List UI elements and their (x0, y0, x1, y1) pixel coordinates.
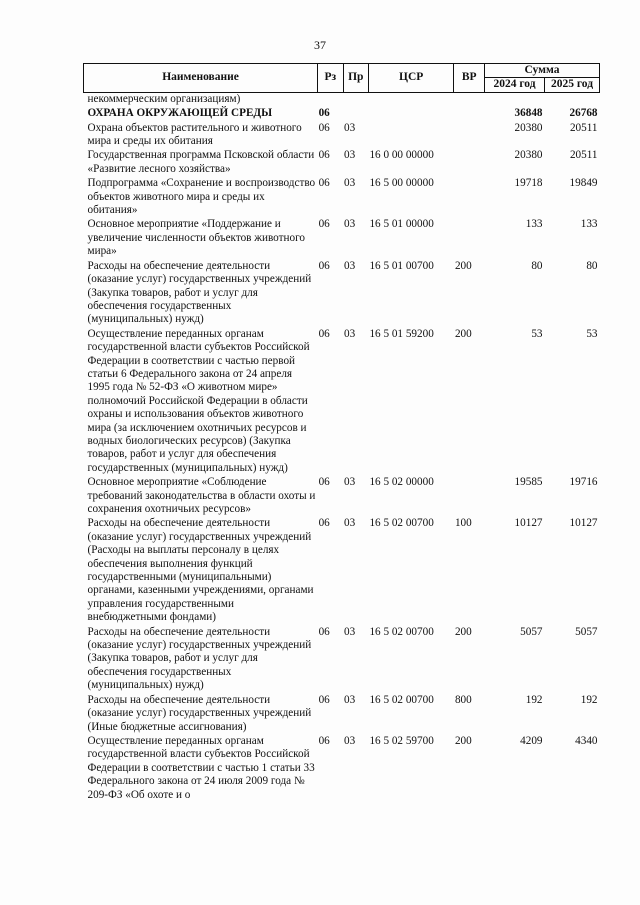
row-pr: 03 (344, 517, 356, 530)
row-vr: 100 (454, 517, 472, 530)
row-pr (343, 106, 368, 120)
row-sum-2025: 19716 (569, 476, 598, 489)
row-name: Осуществление переданных органам государственной власти субъектов Российской Федерации в соответствии с частью первой статьи 6 Федерального закона от 24 апреля 1995 года № 52-ФЗ «О животном мире» полномочий Российской Федерации в области охраны и использования объектов животного мира (за исключением охотничьих ресурсов и водных биологических ресурсов) (Закупка товаров, работ и услуг для обеспечения государственных (муниципальных) нужд) (87, 327, 310, 474)
header-pr: Пр (343, 64, 368, 93)
row-sum-2025: 80 (586, 259, 598, 272)
row-vr (454, 475, 485, 516)
table-row (84, 106, 600, 120)
row-sum-2025: 20511 (569, 149, 598, 162)
row-csr: 16 5 02 00700 (369, 625, 434, 638)
table-header (84, 64, 600, 93)
header-sum: Сумма (484, 64, 599, 78)
header-rz: Рз (318, 64, 343, 93)
row-rz: 06 (318, 149, 330, 162)
row-sum-2024: 36848 (514, 107, 543, 120)
row-pr: 03 (344, 259, 356, 272)
row-sum-2024: 53 (531, 327, 543, 340)
table-row (84, 148, 600, 176)
row-rz (318, 92, 343, 106)
row-name: ОХРАНА ОКРУЖАЮЩЕЙ СРЕДЫ (87, 107, 273, 120)
table-row (84, 92, 600, 106)
row-vr (454, 176, 485, 217)
row-sum-2025: 133 (580, 218, 598, 231)
row-sum-2024: 10127 (514, 517, 543, 530)
row-sum-2025: 5057 (575, 625, 598, 638)
row-csr: 16 5 02 00700 (369, 693, 434, 706)
row-rz: 06 (318, 693, 330, 706)
row-rz: 06 (318, 327, 330, 340)
row-sum-2024: 80 (531, 259, 543, 272)
row-name: Расходы на обеспечение деятельности (оказание услуг) государственных учреждений (Расходы на выплаты персоналу в целях обеспечения выполнения функций государственными (муниципальными) органами, казенными учреждениями, органами управления государственными внебюджетными фондами) (87, 517, 314, 624)
table-row (84, 734, 600, 802)
row-sum-2025: 26768 (569, 107, 598, 120)
row-rz: 06 (318, 476, 330, 489)
row-sum-2025: 19849 (569, 177, 598, 190)
table-row (84, 121, 600, 149)
table-row (84, 693, 600, 734)
row-pr: 03 (344, 476, 356, 489)
row-pr: 03 (344, 327, 356, 340)
row-pr: 03 (344, 218, 356, 231)
row-vr: 200 (454, 625, 472, 638)
row-sum-2025: 53 (586, 327, 598, 340)
row-name: Расходы на обеспечение деятельности (оказание услуг) государственных учреждений (Иные бюджетные ассигнования) (87, 693, 312, 733)
row-name: Подпрограмма «Сохранение и воспроизводство объектов животного мира и среды их обитания» (87, 177, 316, 217)
table-row (84, 176, 600, 217)
row-csr: 16 5 01 59200 (369, 327, 434, 340)
row-name: Основное мероприятие «Поддержание и увеличение численности объектов животного мира» (87, 218, 305, 258)
row-name: некоммерческим организациям) (87, 92, 241, 105)
row-sum-2025 (545, 92, 600, 106)
header-csr: ЦСР (368, 64, 453, 93)
row-csr: 16 5 01 00700 (369, 259, 434, 272)
header-name: Наименование (84, 64, 318, 93)
row-sum-2024: 133 (525, 218, 543, 231)
table-row (84, 516, 600, 624)
row-vr (454, 106, 485, 120)
row-pr: 03 (344, 734, 356, 747)
row-pr: 03 (344, 625, 356, 638)
row-sum-2025: 192 (580, 693, 598, 706)
row-name: Осуществление переданных органам государственной власти субъектов Российской Федерации в соответствии с частью 1 статьи 33 Федерального закона от 24 июля 2009 года № 209-ФЗ «Об охоте и о (87, 734, 315, 801)
row-sum-2024: 4209 (520, 734, 543, 747)
row-csr (368, 92, 453, 106)
page-number: 37 (314, 38, 326, 52)
row-vr: 200 (454, 259, 472, 272)
row-sum-2024: 5057 (520, 625, 543, 638)
row-vr: 200 (454, 734, 472, 747)
header-vr: ВР (454, 64, 485, 93)
row-csr (368, 106, 453, 120)
row-rz: 06 (318, 625, 330, 638)
row-csr: 16 5 02 00000 (369, 476, 434, 489)
row-csr (368, 121, 453, 149)
table-row (84, 327, 600, 475)
row-csr: 16 0 00 00000 (369, 149, 434, 162)
row-csr: 16 5 02 00700 (369, 517, 434, 530)
row-vr (454, 92, 485, 106)
row-csr: 16 5 00 00000 (369, 177, 434, 190)
row-name: Основное мероприятие «Соблюдение требований законодательства в области охоты и сохранения охотничьих ресурсов» (87, 476, 316, 515)
row-sum-2024: 19585 (514, 476, 543, 489)
row-sum-2024: 20380 (514, 121, 543, 134)
row-sum-2025: 4340 (575, 734, 598, 747)
table-row (84, 259, 600, 327)
table-row (84, 217, 600, 258)
row-sum-2024 (484, 92, 544, 106)
table-row (84, 625, 600, 693)
row-rz: 06 (318, 218, 330, 231)
row-sum-2025: 10127 (569, 517, 598, 530)
header-year-2025: 2025 год (545, 78, 600, 92)
row-sum-2024: 192 (525, 693, 543, 706)
row-sum-2024: 20380 (514, 149, 543, 162)
row-vr (454, 217, 485, 258)
row-sum-2025: 20511 (569, 121, 598, 134)
row-name: Государственная программа Псковской области «Развитие лесного хозяйства» (87, 149, 315, 175)
row-pr: 03 (344, 121, 356, 134)
row-name: Охрана объектов растительного и животного мира и среды их обитания (87, 121, 302, 148)
row-vr (454, 148, 485, 176)
row-pr: 03 (344, 177, 356, 190)
row-csr: 16 5 01 00000 (369, 218, 434, 231)
header-year-2024: 2024 год (484, 78, 544, 92)
row-rz: 06 (318, 259, 330, 272)
row-rz: 06 (318, 107, 330, 120)
row-vr: 200 (454, 327, 472, 340)
row-name: Расходы на обеспечение деятельности (оказание услуг) государственных учреждений (Закупка товаров, работ и услуг для обеспечения государственных (муниципальных) нужд) (87, 259, 312, 326)
row-rz: 06 (318, 734, 330, 747)
row-pr: 03 (344, 149, 356, 162)
row-rz: 06 (318, 177, 330, 190)
row-csr: 16 5 02 59700 (369, 734, 434, 747)
row-pr: 03 (344, 693, 356, 706)
budget-table (83, 63, 600, 802)
table-row (84, 475, 600, 516)
row-vr: 800 (454, 693, 472, 706)
row-sum-2024: 19718 (514, 177, 543, 190)
row-rz: 06 (318, 121, 330, 134)
row-pr (343, 92, 368, 106)
row-name: Расходы на обеспечение деятельности (оказание услуг) государственных учреждений (Закупка товаров, работ и услуг для обеспечения государственных (муниципальных) нужд) (87, 625, 312, 692)
row-vr (454, 121, 485, 149)
row-rz: 06 (318, 517, 330, 530)
